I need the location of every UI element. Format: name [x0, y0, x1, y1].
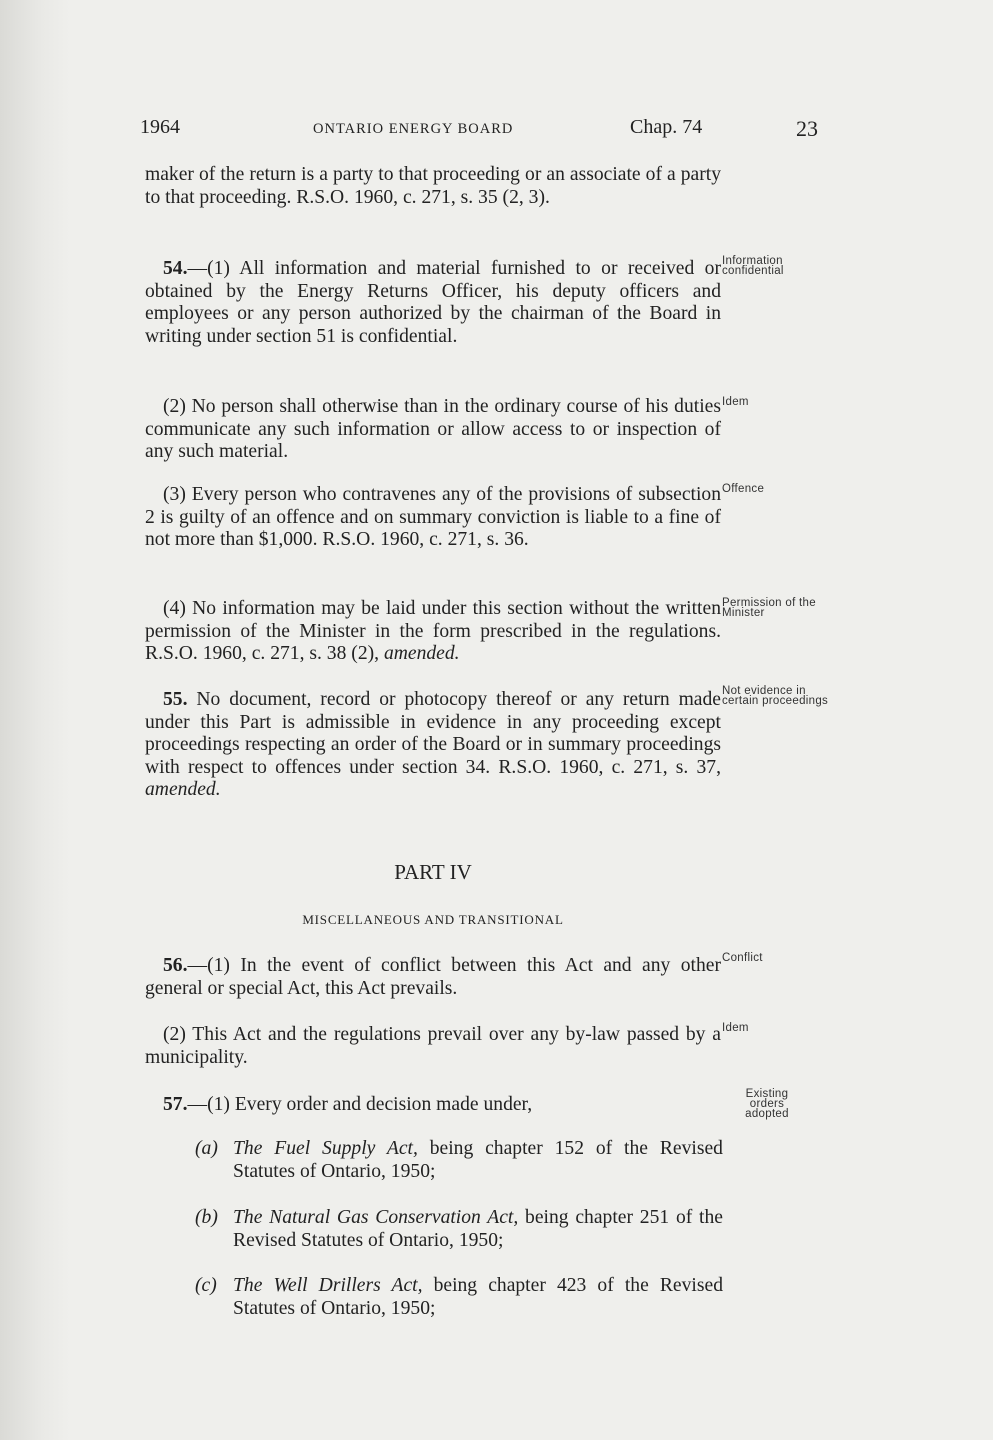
- act-name: The Well Drillers Act,: [233, 1275, 423, 1296]
- margin-note-idem: Idem: [722, 396, 749, 408]
- item-text: being chapter 423 of the Revised Statutes of Ontario, 1950;: [233, 1275, 723, 1319]
- section-55: [145, 689, 721, 802]
- margin-note-idem-2: Idem: [722, 1022, 749, 1034]
- section-54-1: [145, 258, 721, 348]
- header-year: 1964: [140, 116, 180, 138]
- section-54-2: (2) No person shall otherwise than in the ordinary course of his duties communicate any such information or allow access to or inspection of any such material.: [145, 396, 721, 463]
- amended-label: amended.: [383, 643, 460, 665]
- section-54-3: (3) Every person who contravenes any of the provisions of subsection 2 is guilty of an offence and on summary conviction is liable to a fine of not more than $1,000. R.S.O. 1960, c. 271, s. 36.: [145, 484, 721, 551]
- item-text: being chapter 251 of the Revised Statutes of Ontario, 1950;: [233, 1207, 723, 1251]
- part-title: PART IV: [394, 860, 472, 884]
- section-number: 54.: [163, 258, 188, 279]
- part-subtitle: MISCELLANEOUS AND TRANSITIONAL: [302, 912, 564, 927]
- section-text: (4) No information may be laid under this section without the written permission of the Minister in the form prescribed in the regulations. R.S.O. 1960, c. 271, s. 38 (2),: [145, 598, 721, 665]
- margin-note-existing-orders-adopted: Existing orders adopted: [745, 1088, 789, 1120]
- section-text: —(1) In the event of conflict between this Act and any other general or special Act, this Act prevails.: [145, 955, 721, 999]
- header-page-number: 23: [796, 116, 818, 141]
- act-name: The Natural Gas Conservation Act,: [233, 1207, 519, 1228]
- act-name: The Fuel Supply Act,: [233, 1138, 418, 1159]
- section-text: —(1) Every order and decision made under,: [187, 1094, 533, 1115]
- section-text: No document, record or photocopy thereof or any return made under this Part is admissible in evidence in any proceeding except proceedings respecting an order of the Board or in summary proceedings with respect to offences under section 34. R.S.O. 1960, c. 271, s. 37,: [145, 689, 721, 778]
- section-number: 56.: [163, 955, 188, 976]
- margin-note-permission-of-the-minister: Permission of the Minister: [722, 597, 816, 619]
- margin-note-information-confidential: Information confidential: [722, 255, 784, 277]
- section-54-4: [145, 598, 721, 666]
- section-56-1: [145, 955, 721, 1000]
- header-chapter: Chap. 74: [630, 116, 703, 138]
- page-header: [140, 116, 820, 146]
- margin-note-not-evidence: Not evidence in certain proceedings: [722, 685, 829, 707]
- item-letter: (b): [195, 1207, 218, 1228]
- amended-label: amended.: [145, 779, 221, 801]
- section-number: 57.: [163, 1094, 188, 1115]
- continuation-paragraph: maker of the return is a party to that proceeding or an associate of a party to that proceeding. R.S.O. 1960, c. 271, s. 35 (2, 3).: [145, 164, 721, 208]
- section-text: —(1) All information and material furnished to or received or obtained by the Energy Returns Officer, his deputy officers and employees or any person authorized by the chairman of the Board in writing under section 51 is confidential.: [145, 258, 721, 347]
- section-number: 55.: [163, 689, 188, 710]
- margin-note-offence: Offence: [722, 483, 765, 495]
- list-item: [195, 1207, 723, 1252]
- item-letter: (a): [195, 1138, 218, 1159]
- page-gutter-shadow: [0, 0, 70, 1440]
- header-title: ONTARIO ENERGY BOARD: [313, 121, 514, 137]
- list-item: [195, 1138, 723, 1183]
- section-56-2: (2) This Act and the regulations prevail over any by-law passed by a municipality.: [145, 1024, 721, 1068]
- list-item: [195, 1275, 723, 1320]
- margin-note-conflict: Conflict: [722, 952, 763, 964]
- section-57-1: [145, 1094, 721, 1117]
- item-text: being chapter 152 of the Revised Statutes of Ontario, 1950;: [233, 1138, 723, 1182]
- item-letter: (c): [195, 1275, 217, 1296]
